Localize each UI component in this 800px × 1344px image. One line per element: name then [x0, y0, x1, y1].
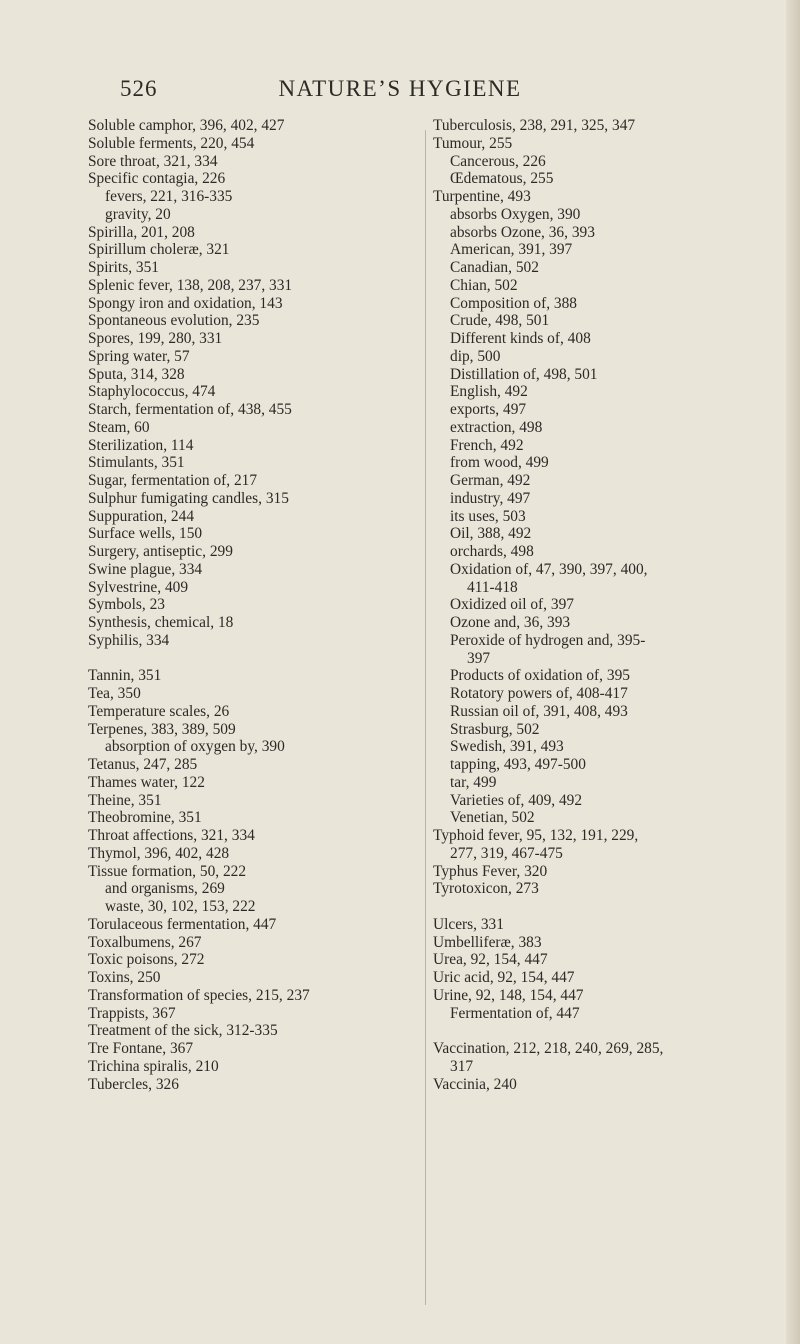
- index-entry: Suppuration, 244: [88, 507, 195, 525]
- column-divider: [425, 130, 426, 1305]
- index-subentry: tar, 499: [450, 773, 497, 791]
- index-entry: Swine plague, 334: [88, 560, 203, 578]
- index-entry: Tannin, 351: [88, 667, 162, 685]
- index-subentry: 317: [450, 1057, 474, 1075]
- index-entry: Spirillum choleræ, 321: [88, 241, 230, 259]
- index-subentry: 277, 319, 467-475: [450, 844, 563, 862]
- index-subentry: Oil, 388, 492: [450, 525, 532, 543]
- index-entry: Spring water, 57: [88, 347, 190, 365]
- index-subentry: Peroxide of hydrogen and, 395-: [450, 631, 646, 649]
- index-entry: Throat affections, 321, 334: [88, 827, 255, 844]
- index-entry: Tubercles, 326: [88, 1075, 179, 1093]
- index-subentry: English, 492: [450, 383, 528, 401]
- index-entry: Umbelliferæ, 383: [433, 933, 542, 951]
- index-entry: Sputa, 314, 328: [88, 365, 185, 383]
- index-subentry: American, 391, 397: [450, 241, 573, 259]
- index-entry: Soluble ferments, 220, 454: [88, 134, 255, 152]
- index-entry: Steam, 60: [88, 418, 150, 436]
- index-entry: Torulaceous fermentation, 447: [88, 915, 277, 933]
- index-entry: Theine, 351: [88, 791, 162, 809]
- index-entry: Trichina spiralis, 210: [88, 1057, 219, 1075]
- index-subentry: absorbs Ozone, 36, 393: [450, 223, 595, 241]
- index-entry: Spirits, 351: [88, 259, 159, 276]
- index-entry: Tetanus, 247, 285: [88, 756, 198, 773]
- index-entry: Treatment of the sick, 312-335: [88, 1022, 278, 1040]
- index-subentry: Oxidation of, 47, 390, 397, 400,: [450, 560, 648, 578]
- index-entry: Tre Fontane, 367: [88, 1040, 194, 1057]
- index-entry: Sylvestrine, 409: [88, 578, 189, 596]
- index-subentry: French, 492: [450, 436, 524, 454]
- index-subentry: gravity, 20: [105, 205, 171, 223]
- index-entry: Spirilla, 201, 208: [88, 223, 195, 241]
- index-entry: Vaccination, 212, 218, 240, 269, 285,: [433, 1040, 664, 1057]
- index-entry: Transformation of species, 215, 237: [88, 986, 310, 1004]
- index-entry: Spongy iron and oxidation, 143: [88, 294, 283, 312]
- index-entry: Spontaneous evolution, 235: [88, 312, 260, 330]
- index-subentry: Crude, 498, 501: [450, 312, 550, 330]
- index-subentry: Composition of, 388: [450, 294, 577, 312]
- index-subentry: Venetian, 502: [450, 809, 535, 827]
- index-subentry: tapping, 493, 497-500: [450, 756, 586, 773]
- index-entry: Typhoid fever, 95, 132, 191, 229,: [433, 827, 639, 844]
- index-subentry: Distillation of, 498, 501: [450, 365, 598, 383]
- index-subentry: Oxidized oil of, 397: [450, 596, 574, 614]
- index-entry: Theobromine, 351: [88, 809, 202, 827]
- index-subentry: Swedish, 391, 493: [450, 738, 564, 756]
- index-subentry: Canadian, 502: [450, 259, 539, 276]
- index-entry: Urine, 92, 148, 154, 447: [433, 986, 584, 1004]
- index-subentry: Varieties of, 409, 492: [450, 791, 583, 809]
- index-entry: Sore throat, 321, 334: [88, 152, 218, 170]
- index-column-left: [88, 117, 418, 1093]
- index-entry: Surface wells, 150: [88, 525, 203, 543]
- index-subentry: absorbs Oxygen, 390: [450, 205, 581, 223]
- index-entry: Starch, fermentation of, 438, 455: [88, 401, 292, 418]
- index-subentry: Œdematous, 255: [450, 170, 554, 188]
- index-subentry: Ozone and, 36, 393: [450, 614, 571, 631]
- index-entry: Vaccinia, 240: [433, 1075, 517, 1093]
- index-subentry: Chian, 502: [450, 276, 518, 294]
- running-title: NATURE’S HYGIENE: [278, 76, 522, 101]
- index-entry: Uric acid, 92, 154, 447: [433, 969, 575, 986]
- index-column-right: [433, 117, 783, 1093]
- entry-gap: [88, 650, 418, 668]
- index-entry: Terpenes, 383, 389, 509: [88, 720, 236, 738]
- index-subentry: Russian oil of, 391, 408, 493: [450, 702, 628, 720]
- index-entry: Tyrotoxicon, 273: [433, 880, 539, 898]
- index-subentry: dip, 500: [450, 347, 501, 365]
- index-entry: Sterilization, 114: [88, 436, 194, 454]
- index-subentry: Products of oxidation of, 395: [450, 667, 630, 685]
- index-entry: Tissue formation, 50, 222: [88, 862, 247, 880]
- index-entry: Surgery, antiseptic, 299: [88, 543, 233, 560]
- index-entry: Turpentine, 493: [433, 188, 531, 205]
- page-number: 526: [120, 76, 158, 101]
- index-entry: Synthesis, chemical, 18: [88, 614, 234, 631]
- index-subentry: Different kinds of, 408: [450, 330, 591, 347]
- index-subentry: waste, 30, 102, 153, 222: [105, 898, 256, 915]
- index-subentry: Rotatory powers of, 408-417: [450, 685, 628, 702]
- index-entry: Staphylococcus, 474: [88, 383, 216, 401]
- index-subentry: German, 492: [450, 472, 531, 489]
- index-subentry: and organisms, 269: [105, 880, 225, 898]
- index-entry: Syphilis, 334: [88, 631, 170, 649]
- index-entry: Soluble camphor, 396, 402, 427: [88, 117, 285, 134]
- index-entry: Spores, 199, 280, 331: [88, 330, 223, 347]
- index-entry: Temperature scales, 26: [88, 702, 230, 720]
- index-subentry: Cancerous, 226: [450, 152, 546, 170]
- index-entry: Toxalbumens, 267: [88, 933, 202, 951]
- index-subentry: Fermentation of, 447: [450, 1004, 580, 1022]
- index-subentry: extraction, 498: [450, 418, 543, 436]
- index-subentry: Strasburg, 502: [450, 720, 540, 738]
- index-entry: Ulcers, 331: [433, 915, 504, 933]
- index-entry: Tuberculosis, 238, 291, 325, 347: [433, 117, 636, 134]
- index-subentry: 397: [467, 649, 491, 667]
- index-entry: Urea, 92, 154, 447: [433, 951, 548, 969]
- index-subentry: its uses, 503: [450, 507, 526, 525]
- index-subentry: from wood, 499: [450, 454, 549, 472]
- index-entry: Specific contagia, 226: [88, 170, 226, 188]
- index-entry: Symbols, 23: [88, 596, 165, 614]
- index-subentry: exports, 497: [450, 401, 527, 418]
- index-subentry: absorption of oxygen by, 390: [105, 738, 285, 756]
- entry-gap: [433, 1022, 783, 1040]
- index-entry: Sugar, fermentation of, 217: [88, 472, 258, 489]
- index-entry: Toxic poisons, 272: [88, 951, 205, 969]
- index-subentry: orchards, 498: [450, 543, 534, 560]
- index-subentry: fevers, 221, 316-335: [105, 188, 233, 205]
- entry-gap: [433, 898, 783, 916]
- index-entry: Tumour, 255: [433, 134, 513, 152]
- index-entry: Tea, 350: [88, 685, 141, 702]
- index-entry: Toxins, 250: [88, 969, 161, 986]
- index-entry: Trappists, 367: [88, 1004, 176, 1022]
- index-entry: Splenic fever, 138, 208, 237, 331: [88, 276, 293, 294]
- index-entry: Sulphur fumigating candles, 315: [88, 489, 289, 507]
- page-edge: [786, 0, 800, 1344]
- index-entry: Typhus Fever, 320: [433, 862, 548, 880]
- index-subentry: 411-418: [467, 578, 518, 596]
- index-entry: Thames water, 122: [88, 773, 205, 791]
- index-entry: Thymol, 396, 402, 428: [88, 844, 230, 862]
- index-entry: Stimulants, 351: [88, 454, 185, 472]
- index-subentry: industry, 497: [450, 489, 531, 507]
